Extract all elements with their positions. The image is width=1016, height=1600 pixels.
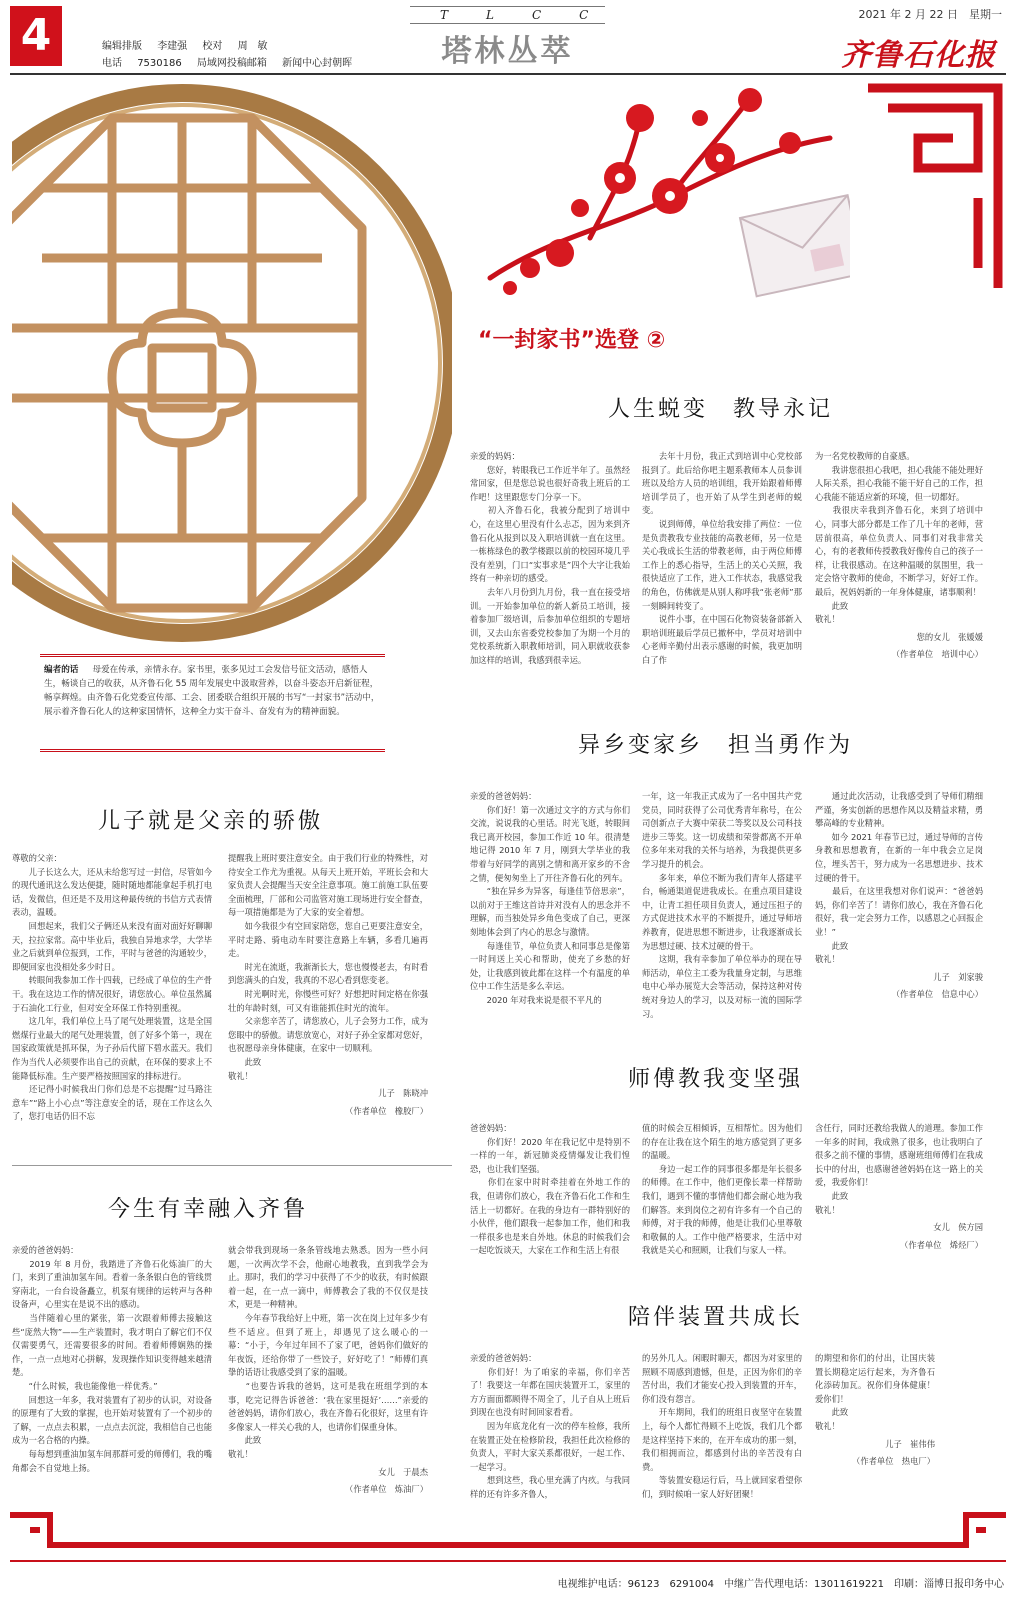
article-author-unit: （作者单位 烯烃厂） [900, 1239, 983, 1250]
article-paragraph: 就会带我到现场一条条管线地去熟悉。因为一些小问题，一次两次学不会，他耐心地教我，直到我学会为止。那时，我们的学习中获得了不少的收获，有时候跟着一起，在一点一滴中，师傅教会了我的不仅仅是技术，更是一种精神。 [228, 1245, 428, 1310]
article-column [470, 790, 630, 1035]
article-paragraph: 时光啊时光，你慢些可好？好想把时间定格在你强壮的年龄时刻，可又有谁能抓住时光的流年。 [228, 988, 428, 1013]
meta-label-editor: 编辑排版 [102, 41, 142, 52]
article-paragraph: 你们好！2020 年在我记忆中是特别不一样的一年，新冠肺炎疫情爆发让我们惶恐，也让我们坚强。 [470, 1136, 630, 1174]
article-paragraph: 此致 [815, 940, 849, 951]
red-fretwork-frame-decoration [858, 78, 1008, 298]
article-column [12, 1244, 212, 1506]
page-footer: 电视维护电话：96123 6291004 中继广告代理电话：13011619221 印刷：淄博日报印务中心 [557, 1579, 1004, 1590]
article-column [470, 450, 630, 695]
article-paragraph: 亲爱的妈妈： [470, 451, 520, 461]
article-column [12, 852, 212, 1157]
article-paragraph: 为一名党校教师的自豪感。 [815, 451, 915, 461]
lattice-window-illustration [12, 78, 452, 658]
article-paragraph: 如今我很少有空回家陪您，您自己更要注意安全，平时走路、骑电动车时要注意路上车辆，多看几遍再走。 [228, 920, 428, 959]
article-paragraph: 尊敬的父亲： [12, 853, 62, 863]
article-paragraph: 想到这些，我心里充满了内疚。与我同样的还有许多齐鲁人， [470, 1475, 630, 1499]
article-paragraph: “也要告诉我的爸妈，这可是我在班组学到的本事，吃完记得告诉爸爸：‘我在家里挺好’……”亲爱的爸爸妈妈，请你们放心，我在齐鲁石化很好，这里有许多像家人一样关心我的人，也请你们保重身体。 [228, 1380, 428, 1432]
article-paragraph: 今年春节我给好上中班，第一次在岗上过年多少有些不适应。但到了班上，却遇见了这么暖心的一幕：“小于，今年过年回不了家了吧，爸妈你们做好的年夜饭，还给你带了一些饺子，好好吃了！”师傅们真挚的话语让我感受到了家的温暖。 [228, 1312, 428, 1378]
page-header [10, 6, 1006, 74]
bottom-fretwork-border-decoration [10, 1505, 1006, 1555]
article-paragraph: 去年八月份到九月份，我一直在接受培训。一开始参加单位的新人新员工培训，接着参加厂级培训，后参加单位组织的专题培训，又去山东省委党校参加了为期一个月的党校系统新入职教师培训，同入职就收获参加这样的培训，我感到很幸运。 [470, 586, 630, 665]
article-paragraph: 亲爱的爸爸妈妈： [470, 1353, 537, 1363]
article-paragraph: 开车期间，我们的班组日夜坚守在装置上，每个人都忙得顾不上吃饭，我们几个都是这样坚持下来的，在开车成功的那一刻，我们相拥而泣，都感到付出的辛苦没有白费。 [642, 1407, 802, 1472]
article-paragraph: 转眼间我参加工作十四载，已经成了单位的生产骨干。我在这边工作的情况很好，请您放心。单位虽然属于石油化工行业，但对安全环保工作特别重视。 [12, 975, 212, 1013]
article-signature: 儿子 刘家骏 [933, 971, 983, 982]
article-column [470, 1122, 630, 1274]
article-author-unit: （作者单位 炼油厂） [345, 1484, 428, 1495]
article-paragraph: 敬礼！ [228, 1070, 253, 1081]
article-paragraph: 每逢佳节，单位负责人和同事总是像第一时间送上关心和帮助，使充了乡愁的好处，让我感到彼此都在这样一个有温度的单位中工作生活是多么幸运。 [470, 940, 630, 992]
article-column [642, 790, 802, 1035]
article-paragraph: 提醒我上班时要注意安全。由于我们行业的特殊性，对待安全工作尤为重视。从每天上班开始，平班长会和大家负责人会提醒当天安全注意事项。施工前施工队伍要全面梳理，厂部和公司监管对施工现场进行安全督查，每一项措施都是为了大家的安全着想。 [228, 853, 428, 918]
article-title: 师傅教我变坚强 [628, 1067, 804, 1092]
article-column [815, 1352, 935, 1502]
article-signature: 您的女儿 张媛媛 [916, 631, 983, 642]
issue-date: 2021 年 2 月 22 日 星期一 [858, 8, 1002, 21]
article-paragraph: 说件小事，在中国石化物资装备部新入职培训班最后学员已撤杯中，学员对培训中心老师辛勤付出表示感谢的时候，我更加明白了作 [642, 614, 802, 665]
article-column [642, 1352, 802, 1502]
article-paragraph: 这期，我有幸参加了单位举办的现在导师活动，单位主工委为我量身定制，与思维电中心举办展览大会等活动，保持这种对传统对身边人的学习，以及对标一流的国际学习。 [642, 954, 802, 1019]
article-paragraph: 敬礼！ [815, 954, 840, 965]
article-paragraph: 此致 [228, 1056, 262, 1067]
article-title: 人生蜕变 教导永记 [608, 397, 834, 422]
article-paragraph: 此致 [815, 1407, 849, 1418]
article-title: 儿子就是父亲的骄傲 [98, 809, 324, 834]
article-paragraph: 身边一起工作的同事很多都是年长很多的师傅。在工作中，他们更像长辈一样帮助我们，遇到不懂的事情他们都会耐心地为我们解答。来到岗位之初有许多有一个自己的师傅，对于我的师傅，他是让我们心里尊敬和敬佩的人。工作中他严格要求，生活中对我就是关心和照顾，让我们与家人一样。 [642, 1163, 802, 1256]
article-paragraph: 最后，在这里我想对你们说声：“爸爸妈妈，你们辛苦了！请你们放心，我在齐鲁石化很好，我一定会努力工作，以感恩之心回报企业！” [815, 886, 983, 937]
article-paragraph: 含任行，同时还教给我做人的道理。参加工作一年多的时间，我成熟了很多，也让我明白了很多之前不懂的事情，感谢班组师傅们在我成长中的付出，也感谢爸爸妈妈在这一路上的关爱，我爱你们！ [815, 1123, 983, 1188]
newspaper-masthead: 齐鲁石化报 [841, 38, 996, 73]
article-paragraph: 父亲您辛苦了，请您放心，儿子会努力工作，成为您眼中的骄傲。请您放宽心，对好子孙全家都对您好，也祝愿母亲身体健康，在家中一切顺利。 [228, 1016, 428, 1054]
article-paragraph: 亲爱的爸爸妈妈： [470, 791, 537, 801]
article-paragraph: 说到师傅，单位给我安排了两位：一位是负责教我专业技能的高教老师，另一位是关心我成长生活的带教老师，由于两位师傅工作上的悉心指导，生活上的关心关照，我很快适应了工作，进入工作状态，我感觉我的角色，仿佛就是从别人称呼我“张老师”那一刻瞬间转变了。 [642, 518, 802, 611]
article-column [642, 1122, 802, 1274]
article-paragraph: 此致 [815, 1190, 849, 1201]
article-paragraph: 儿子长这么大，还从未给您写过一封信，尽管如今的现代通讯这么发达便捷，随时随地都能拿起手机打电话，发微信，但还是不及用这种最传统的书信方式表情表动，温暖。 [12, 866, 212, 918]
article-author-unit: （作者单位 热电厂） [852, 1456, 935, 1467]
article-title: 陪伴装置共成长 [628, 1305, 804, 1330]
article-signature: 儿子 崔伟伟 [885, 1438, 935, 1449]
meta-label-proof: 校对 [202, 41, 223, 52]
article-paragraph: 的另外几人。闲暇时聊天，都因为对家里的照顾不周感到遗憾，但是，正因为你们的辛苦付出，我们才能安心投入到装置的开车，你们没有怨言。 [642, 1353, 802, 1404]
section-code: TLCC [410, 6, 605, 24]
editor-note-text: 母爱在传承，亲情永存。家书里，张多见过工会发信号征文活动，感悟人生，畅谈自己的收获，从齐鲁石化 55 周年发展史中汲取营养，以奋斗姿态开启新征程，畅享辉煌。由齐鲁石化党委宣传部、工会、团委联合组织开展的书写“一封家书”活动中，展示着齐鲁石化人的这种家国情怀，这种全力实干奋斗、奋发有为的精神面貌。 [44, 665, 380, 717]
article-author-unit: （作者单位 橡胶厂） [345, 1105, 428, 1116]
article-paragraph: 你们好！为了咱家的幸福，你们辛苦了！我要这一年都在国庆装置开工，家里的方方面面都顾得不周全了，儿子自从上班后到现在也没有时间回家看看。 [470, 1366, 630, 1418]
meta-email: 新闻中心封朝晖 [282, 58, 353, 69]
series-title: “一封家书”选登 ② [478, 328, 666, 353]
meta-proof-name: 周 敏 [237, 41, 268, 52]
article-paragraph: 此致 [815, 600, 849, 611]
editorial-meta [102, 38, 364, 72]
article-paragraph: 敬礼！ [815, 1420, 840, 1431]
article-title: 今生有幸融入齐鲁 [108, 1197, 309, 1222]
meta-label-email: 局域网投稿邮箱 [196, 58, 267, 69]
meta-label-phone: 电话 [102, 58, 122, 69]
article-paragraph: 时光在流逝，我渐渐长大，您也慢慢老去，有时看到您满头的白发，我真的不忍心看到您变老。 [228, 961, 428, 986]
footer-rule [10, 1560, 1006, 1562]
article-signature: 女儿 侯方园 [933, 1222, 983, 1233]
article-paragraph: 一年，这一年我正式成为了一名中国共产党党员，同时获得了公司优秀青年称号，在公司创新点子大赛中荣获二等奖以及公司科技进步三等奖。这一切成绩和荣誉都离不开单位多年来对我的关怀与培养，为我提供更多学习提升的机会。 [642, 791, 802, 869]
article-paragraph: 2020 年对我来说是很不平凡的 [470, 994, 602, 1005]
editor-note-label: 编者的话 [44, 665, 79, 675]
article-paragraph: “什么时候，我也能像他一样优秀。” [12, 1380, 158, 1391]
article-paragraph: 初入齐鲁石化，我被分配到了培训中心，在这里心里没有什么忐忑，因为来到齐鲁石化从报到以及入职培训就一直在这里。一栋栋绿色的教学楼跟以前的校园环境几乎没有差别，门口“实事求是”四个大字让我始终有一种亲切的感受。 [470, 505, 630, 584]
article-paragraph: 我很庆幸我到齐鲁石化，来到了培训中心，同事大部分都是工作了几十年的老师，营居前很高，单位负责人、同事们对我非常关心，有的老教师传授教我好像传自己的孩子一样，让我很感动。在这种温暖的氛围里，我一定会恪守教师的使命，不断学习，好好工作。最后，祝妈妈新的一年身体健康，诸事顺利！ [815, 505, 983, 597]
plum-blossom-envelope-illustration [470, 78, 850, 338]
article-paragraph: 当伴随着心里的紧张，第一次跟着师傅去接触这些“庞然大物”——生产装置时，我才明白了解它们不仅仅需要勇气，还需要很多的时间。看着师傅娴熟的操作，一点一点地对心拼解，发现操作知识变得越来越清楚。 [12, 1312, 212, 1378]
article-column [815, 1122, 983, 1274]
article-paragraph: 此致 [228, 1435, 262, 1446]
article-paragraph: 您好，转眼我已工作近半年了。虽然经常回家，但是您总说也很好奇我上班后的工作吧！这里跟您专门分享一下。 [470, 464, 630, 502]
article-author-unit: （作者单位 培训中心） [891, 649, 983, 660]
editor-note [40, 654, 385, 752]
article-paragraph: 因为年底龙化有一次的停车检修，我所在装置正处在检修阶段，我担任此次检修的负责人，平时大家关系都很好，一起工作、一起学习。 [470, 1420, 630, 1472]
article-paragraph: 多年来，单位不断为我们青年人搭建平台，畅通渠道促进我成长。在重点项目建设中，让青工担任项目负责人，通过压担子的方式促进技术水平的不断提升，通过导师培养教育，促进思想不断进步，让我逐渐成长为思想过硬、技术过硬的骨干。 [642, 872, 802, 951]
article-column [470, 1352, 630, 1502]
article-divider [12, 1165, 452, 1166]
article-paragraph: 我讲您很担心我吧，担心我能不能处理好人际关系，担心我能不能干好自己的工作，担心我能不能适应新的环境，但一切都好。 [815, 464, 983, 502]
article-paragraph: 爸爸妈妈： [470, 1123, 512, 1133]
article-paragraph: 你们好！第一次通过文字的方式与你们交流，说说我的心里话。时光飞逝，转眼间我已离开校园，参加工作近 10 年。很清楚地记得 2010 年 7 月，刚到大学毕业的我带着与好同学的离别之情和离开家乡的不舍之情，便匆匆坐上了开往齐鲁石化的列车。 [470, 804, 630, 883]
article-title: 异乡变家乡 担当勇作为 [578, 733, 854, 758]
article-paragraph: 等装置安稳运行后，马上就回家看望你们，到时候咱一家人好好团聚！ [642, 1475, 802, 1499]
article-paragraph: 的期望和你们的付出，让国庆装置长期稳定运行起来，为齐鲁石化添砖加瓦。祝你们身体健康！爱你们！ [815, 1353, 935, 1404]
article-column [642, 450, 802, 695]
article-paragraph: 还记得小时候我出门你们总是不忘提醒“过马路注意车”“路上小心点”等注意安全的话，现在工作这么久了，您打电话仍旧不忘 [12, 1084, 212, 1122]
article-paragraph: 敬礼！ [815, 614, 840, 625]
article-paragraph: 这几年，我们单位上马了尾气处理装置，这是全国燃煤行业最大的尾气处理装置，创了好多个第一，现在国家政策就是抓环保，为子孙后代留下碧水蓝天。我们作为当代人必须要作出自己的贡献，在环保的要求上不能降低标准。生产要严格按照国家的排标进行。 [12, 1016, 212, 1081]
article-paragraph: 每每想到重油加氢车间那群可爱的师傅们，我的嘴角都会不自觉地上扬。 [12, 1448, 212, 1473]
article-paragraph: 敬礼！ [815, 1204, 840, 1215]
page-number: 4 [10, 6, 62, 66]
article-paragraph: 通过此次活动，让我感受到了导师们精细严谨，务实创新的思想作风以及精益求精，勇攀高峰的专业精神。 [815, 791, 983, 829]
section-title: 塔林丛萃 [441, 34, 574, 69]
article-column [228, 1244, 428, 1506]
article-paragraph: 去年十月份，我正式到培训中心党校部报到了。此后给你吧主题系教师本人员参训班以及给方人员的培训组，我开始跟着师傅培训学员了，也开始了从学生到老师的蜕变。 [642, 451, 802, 516]
article-column [815, 450, 983, 695]
meta-phone: 7530186 [137, 58, 182, 69]
article-signature: 儿子 陈晓冲 [378, 1088, 428, 1099]
article-paragraph: 2019 年 8 月份，我踏进了齐鲁石化炼油厂的大门，来到了重油加氢车间。看着一条条银白色的管线贯穿南北，一台台设备矗立，机泵有规律的运转声与各种设备声，心里实在是说不出的感动。 [12, 1258, 212, 1310]
article-signature: 女儿 于晨杰 [378, 1466, 428, 1477]
article-paragraph: 你们在家中时时牵挂着在外地工作的我，但请你们放心，我在齐鲁石化工作和生活上一切都好。在我的身边有一群特别好的小伙伴，他们跟我一起参加工作，他们和我一样很多也是来自外地。休息的时候我们会一起吃饭谈天，大家在工作和生活上有很 [470, 1177, 630, 1256]
article-column [228, 852, 428, 1157]
header-rule [10, 73, 1006, 75]
article-paragraph: “独在异乡为异客，每逢佳节倍思亲”，以前对于王维这首诗并对没有人的思念并不理解，而当独处异乡角色变成了自己，更深刻地体会到了内心的思念与激情。 [470, 886, 630, 937]
article-paragraph: 敬礼！ [228, 1448, 253, 1459]
article-paragraph: 回想这一年多，我对装置有了初步的认识，对设备的原理有了大致的掌握，也开始对装置有了一个初步的了解，一点点去积累，一点点去沉淀，我相信自己也能成为一名合格的内操。 [12, 1394, 212, 1446]
meta-editor-name: 李建强 [157, 41, 188, 52]
article-author-unit: （作者单位 信息中心） [891, 989, 983, 1000]
article-paragraph: 值的时候会互相倾诉，互相帮忙。因为他们的存在让我在这个陌生的地方感觉到了更多的温暖。 [642, 1123, 802, 1161]
article-column [815, 790, 983, 1035]
article-paragraph: 亲爱的爸爸妈妈： [12, 1245, 79, 1255]
article-paragraph: 回想起来，我们父子俩还从来没有面对面好好聊聊天，拉拉家常。高中毕业后，我独自异地求学，大学毕业之后就到单位报到，工作，平时与爸爸的沟通较少，即便回家也没相处多少时日。 [12, 920, 212, 972]
article-paragraph: 如今 2021 年春节已过，通过导师的言传身教和思想教育，在新的一年中我会立足岗位，埋头苦干，努力成为一名思想进步、技术过硬的骨干。 [815, 831, 983, 883]
